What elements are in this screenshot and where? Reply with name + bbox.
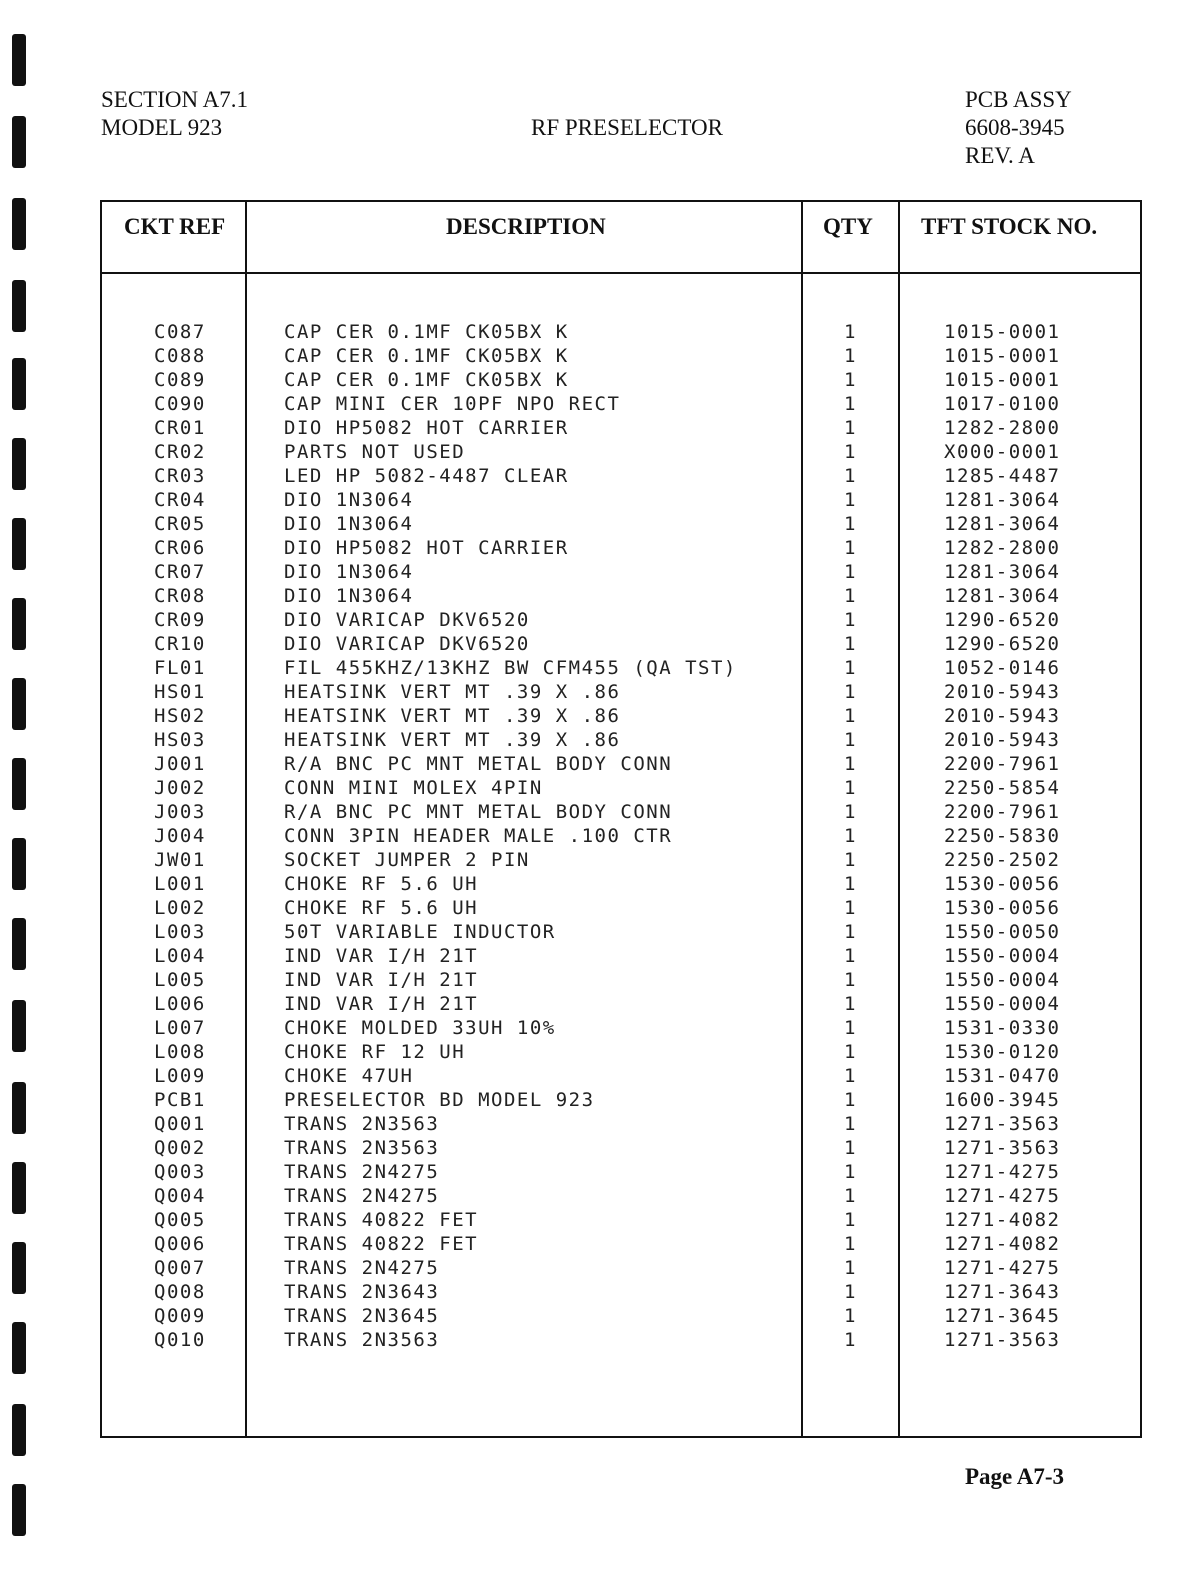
description-cell: IND VAR I/H 21T	[284, 945, 479, 967]
qty-cell: 1	[844, 417, 856, 439]
binder-hole	[12, 1242, 26, 1294]
description-cell: CHOKE RF 5.6 UH	[284, 873, 479, 895]
qty-cell: 1	[844, 945, 856, 967]
qty-cell: 1	[844, 897, 856, 919]
header-divider	[102, 272, 1140, 274]
description-cell: CHOKE RF 5.6 UH	[284, 897, 479, 919]
ckt-ref-cell: Q009	[154, 1305, 206, 1327]
table-row	[102, 824, 1140, 848]
qty-cell: 1	[844, 657, 856, 679]
table-row	[102, 728, 1140, 752]
description-cell: PARTS NOT USED	[284, 441, 466, 463]
qty-cell: 1	[844, 681, 856, 703]
stock-number-cell: 1531-0330	[944, 1017, 1061, 1039]
table-row	[102, 704, 1140, 728]
qty-cell: 1	[844, 1041, 856, 1063]
parts-table	[100, 200, 1142, 1438]
description-cell: DIO VARICAP DKV6520	[284, 633, 530, 655]
qty-cell: 1	[844, 369, 856, 391]
table-row	[102, 344, 1140, 368]
stock-number-cell: 1271-3563	[944, 1329, 1061, 1351]
header-right	[965, 86, 1072, 170]
stock-number-cell: 1052-0146	[944, 657, 1061, 679]
description-cell: HEATSINK VERT MT .39 X .86	[284, 729, 621, 751]
stock-number-cell: 1530-0056	[944, 897, 1061, 919]
assy-number: 6608-3945	[965, 115, 1065, 140]
qty-cell: 1	[844, 609, 856, 631]
ckt-ref-cell: L001	[154, 873, 206, 895]
ckt-ref-cell: J002	[154, 777, 206, 799]
binder-hole	[12, 758, 26, 810]
ckt-ref-cell: CR07	[154, 561, 206, 583]
qty-cell: 1	[844, 561, 856, 583]
table-row	[102, 872, 1140, 896]
table-row	[102, 1112, 1140, 1136]
description-cell: HEATSINK VERT MT .39 X .86	[284, 681, 621, 703]
ckt-ref-cell: Q003	[154, 1161, 206, 1183]
description-cell: R/A BNC PC MNT METAL BODY CONN	[284, 801, 673, 823]
ckt-ref-cell: FL01	[154, 657, 206, 679]
table-row	[102, 1328, 1140, 1352]
ckt-ref-cell: L004	[154, 945, 206, 967]
ckt-ref-cell: C090	[154, 393, 206, 415]
table-row	[102, 1160, 1140, 1184]
table-body	[102, 320, 1140, 1352]
stock-number-cell: 2250-5830	[944, 825, 1061, 847]
table-row	[102, 656, 1140, 680]
table-row	[102, 584, 1140, 608]
table-row	[102, 632, 1140, 656]
binder-hole	[12, 1000, 26, 1052]
stock-number-cell: 2200-7961	[944, 753, 1061, 775]
ckt-ref-cell: CR01	[154, 417, 206, 439]
table-row	[102, 464, 1140, 488]
binder-hole	[12, 438, 26, 490]
description-cell: TRANS 2N3563	[284, 1329, 440, 1351]
stock-number-cell: 1281-3064	[944, 513, 1061, 535]
table-row	[102, 320, 1140, 344]
description-cell: DIO 1N3064	[284, 561, 414, 583]
stock-number-cell: 1290-6520	[944, 633, 1061, 655]
stock-number-cell: 1271-4275	[944, 1257, 1061, 1279]
description-cell: TRANS 2N4275	[284, 1161, 440, 1183]
description-cell: CHOKE 47UH	[284, 1065, 414, 1087]
qty-cell: 1	[844, 1209, 856, 1231]
stock-number-cell: 1271-3563	[944, 1137, 1061, 1159]
ckt-ref-cell: C087	[154, 321, 206, 343]
stock-number-cell: 1282-2800	[944, 537, 1061, 559]
model-label: MODEL 923	[101, 115, 223, 140]
stock-number-cell: 1271-3563	[944, 1113, 1061, 1135]
qty-cell: 1	[844, 1257, 856, 1279]
table-row	[102, 920, 1140, 944]
qty-cell: 1	[844, 801, 856, 823]
table-row	[102, 848, 1140, 872]
stock-number-cell: 2200-7961	[944, 801, 1061, 823]
stock-number-cell: 2250-2502	[944, 849, 1061, 871]
binder-hole	[12, 1162, 26, 1214]
qty-cell: 1	[844, 993, 856, 1015]
stock-number-cell: 1281-3064	[944, 561, 1061, 583]
stock-number-cell: 1271-3645	[944, 1305, 1061, 1327]
ckt-ref-cell: J003	[154, 801, 206, 823]
description-cell: DIO HP5082 HOT CARRIER	[284, 537, 569, 559]
column-header-stock-no: TFT STOCK NO.	[921, 214, 1098, 239]
description-cell: TRANS 2N3645	[284, 1305, 440, 1327]
stock-number-cell: 1550-0050	[944, 921, 1061, 943]
description-cell: TRANS 2N3643	[284, 1281, 440, 1303]
table-row	[102, 1184, 1140, 1208]
description-cell: CAP CER 0.1MF CK05BX K	[284, 345, 569, 367]
description-cell: CHOKE MOLDED 33UH 10%	[284, 1017, 556, 1039]
ckt-ref-cell: L008	[154, 1041, 206, 1063]
table-row	[102, 1256, 1140, 1280]
stock-number-cell: 1015-0001	[944, 321, 1061, 343]
stock-number-cell: 1550-0004	[944, 969, 1061, 991]
table-row	[102, 560, 1140, 584]
stock-number-cell: 1015-0001	[944, 369, 1061, 391]
stock-number-cell: 2250-5854	[944, 777, 1061, 799]
qty-cell: 1	[844, 633, 856, 655]
description-cell: CONN MINI MOLEX 4PIN	[284, 777, 543, 799]
ckt-ref-cell: L005	[154, 969, 206, 991]
table-row	[102, 968, 1140, 992]
assy-label: PCB ASSY	[965, 87, 1072, 112]
qty-cell: 1	[844, 537, 856, 559]
ckt-ref-cell: CR08	[154, 585, 206, 607]
qty-cell: 1	[844, 753, 856, 775]
qty-cell: 1	[844, 1281, 856, 1303]
ckt-ref-cell: HS02	[154, 705, 206, 727]
description-cell: CAP MINI CER 10PF NPO RECT	[284, 393, 621, 415]
description-cell: SOCKET JUMPER 2 PIN	[284, 849, 530, 871]
qty-cell: 1	[844, 1017, 856, 1039]
document-title: RF PRESELECTOR	[531, 115, 723, 140]
table-row	[102, 1088, 1140, 1112]
table-row	[102, 440, 1140, 464]
table-row	[102, 776, 1140, 800]
description-cell: CAP CER 0.1MF CK05BX K	[284, 369, 569, 391]
ckt-ref-cell: Q007	[154, 1257, 206, 1279]
description-cell: HEATSINK VERT MT .39 X .86	[284, 705, 621, 727]
description-cell: IND VAR I/H 21T	[284, 993, 479, 1015]
table-row	[102, 896, 1140, 920]
ckt-ref-cell: Q008	[154, 1281, 206, 1303]
table-row	[102, 1232, 1140, 1256]
qty-cell: 1	[844, 585, 856, 607]
description-cell: DIO 1N3064	[284, 585, 414, 607]
binder-holes	[12, 0, 38, 1576]
column-header-ckt-ref: CKT REF	[124, 214, 226, 239]
table-row	[102, 512, 1140, 536]
description-cell: TRANS 40822 FET	[284, 1233, 479, 1255]
binder-hole	[12, 198, 26, 250]
binder-hole	[12, 280, 26, 332]
ckt-ref-cell: L007	[154, 1017, 206, 1039]
description-cell: TRANS 2N4275	[284, 1257, 440, 1279]
qty-cell: 1	[844, 873, 856, 895]
table-row	[102, 368, 1140, 392]
stock-number-cell: 1550-0004	[944, 945, 1061, 967]
ckt-ref-cell: CR02	[154, 441, 206, 463]
ckt-ref-cell: CR10	[154, 633, 206, 655]
ckt-ref-cell: CR09	[154, 609, 206, 631]
binder-hole	[12, 838, 26, 890]
stock-number-cell: 1550-0004	[944, 993, 1061, 1015]
stock-number-cell: 2010-5943	[944, 681, 1061, 703]
description-cell: 50T VARIABLE INDUCTOR	[284, 921, 556, 943]
ckt-ref-cell: Q002	[154, 1137, 206, 1159]
stock-number-cell: X000-0001	[944, 441, 1061, 463]
description-cell: DIO 1N3064	[284, 489, 414, 511]
ckt-ref-cell: C088	[154, 345, 206, 367]
ckt-ref-cell: J004	[154, 825, 206, 847]
stock-number-cell: 1282-2800	[944, 417, 1061, 439]
description-cell: TRANS 2N3563	[284, 1137, 440, 1159]
qty-cell: 1	[844, 513, 856, 535]
table-row	[102, 392, 1140, 416]
table-row	[102, 1064, 1140, 1088]
qty-cell: 1	[844, 849, 856, 871]
ckt-ref-cell: J001	[154, 753, 206, 775]
stock-number-cell: 1271-4082	[944, 1209, 1061, 1231]
table-row	[102, 1040, 1140, 1064]
qty-cell: 1	[844, 321, 856, 343]
qty-cell: 1	[844, 1305, 856, 1327]
description-cell: R/A BNC PC MNT METAL BODY CONN	[284, 753, 673, 775]
qty-cell: 1	[844, 345, 856, 367]
qty-cell: 1	[844, 969, 856, 991]
description-cell: CHOKE RF 12 UH	[284, 1041, 466, 1063]
binder-hole	[12, 358, 26, 410]
ckt-ref-cell: CR05	[154, 513, 206, 535]
description-cell: CONN 3PIN HEADER MALE .100 CTR	[284, 825, 673, 847]
ckt-ref-cell: CR04	[154, 489, 206, 511]
ckt-ref-cell: L002	[154, 897, 206, 919]
ckt-ref-cell: Q006	[154, 1233, 206, 1255]
header-left	[101, 86, 248, 142]
binder-hole	[12, 918, 26, 970]
binder-hole	[12, 116, 26, 168]
ckt-ref-cell: JW01	[154, 849, 206, 871]
stock-number-cell: 1530-0056	[944, 873, 1061, 895]
qty-cell: 1	[844, 705, 856, 727]
description-cell: DIO HP5082 HOT CARRIER	[284, 417, 569, 439]
table-row	[102, 608, 1140, 632]
stock-number-cell: 1290-6520	[944, 609, 1061, 631]
table-row	[102, 680, 1140, 704]
ckt-ref-cell: L003	[154, 921, 206, 943]
description-cell: CAP CER 0.1MF CK05BX K	[284, 321, 569, 343]
qty-cell: 1	[844, 921, 856, 943]
qty-cell: 1	[844, 465, 856, 487]
stock-number-cell: 1271-4082	[944, 1233, 1061, 1255]
table-row	[102, 1280, 1140, 1304]
stock-number-cell: 1271-4275	[944, 1185, 1061, 1207]
table-row	[102, 536, 1140, 560]
description-cell: LED HP 5082-4487 CLEAR	[284, 465, 569, 487]
ckt-ref-cell: L006	[154, 993, 206, 1015]
binder-hole	[12, 1484, 26, 1536]
qty-cell: 1	[844, 1185, 856, 1207]
table-row	[102, 1208, 1140, 1232]
ckt-ref-cell: HS03	[154, 729, 206, 751]
binder-hole	[12, 518, 26, 570]
ckt-ref-cell: Q004	[154, 1185, 206, 1207]
binder-hole	[12, 678, 26, 730]
binder-hole	[12, 1404, 26, 1456]
qty-cell: 1	[844, 825, 856, 847]
qty-cell: 1	[844, 1137, 856, 1159]
table-row	[102, 1016, 1140, 1040]
description-cell: DIO 1N3064	[284, 513, 414, 535]
qty-cell: 1	[844, 1065, 856, 1087]
ckt-ref-cell: Q005	[154, 1209, 206, 1231]
qty-cell: 1	[844, 777, 856, 799]
table-row	[102, 800, 1140, 824]
ckt-ref-cell: CR03	[154, 465, 206, 487]
stock-number-cell: 1285-4487	[944, 465, 1061, 487]
qty-cell: 1	[844, 1089, 856, 1111]
stock-number-cell: 1531-0470	[944, 1065, 1061, 1087]
binder-hole	[12, 34, 26, 86]
description-cell: IND VAR I/H 21T	[284, 969, 479, 991]
ckt-ref-cell: CR06	[154, 537, 206, 559]
table-row	[102, 1136, 1140, 1160]
ckt-ref-cell: Q001	[154, 1113, 206, 1135]
stock-number-cell: 1015-0001	[944, 345, 1061, 367]
ckt-ref-cell: Q010	[154, 1329, 206, 1351]
table-row	[102, 416, 1140, 440]
table-row	[102, 752, 1140, 776]
stock-number-cell: 2010-5943	[944, 729, 1061, 751]
description-cell: TRANS 2N3563	[284, 1113, 440, 1135]
column-header-qty: QTY	[823, 214, 873, 239]
stock-number-cell: 1530-0120	[944, 1041, 1061, 1063]
table-row	[102, 1304, 1140, 1328]
description-cell: TRANS 2N4275	[284, 1185, 440, 1207]
qty-cell: 1	[844, 1329, 856, 1351]
description-cell: TRANS 40822 FET	[284, 1209, 479, 1231]
description-cell: FIL 455KHZ/13KHZ BW CFM455 (QA TST)	[284, 657, 737, 679]
qty-cell: 1	[844, 1161, 856, 1183]
ckt-ref-cell: HS01	[154, 681, 206, 703]
table-row	[102, 944, 1140, 968]
stock-number-cell: 2010-5943	[944, 705, 1061, 727]
binder-hole	[12, 1082, 26, 1134]
qty-cell: 1	[844, 729, 856, 751]
stock-number-cell: 1281-3064	[944, 489, 1061, 511]
revision-label: REV. A	[965, 143, 1035, 168]
stock-number-cell: 1600-3945	[944, 1089, 1061, 1111]
section-label: SECTION A7.1	[101, 87, 248, 112]
ckt-ref-cell: C089	[154, 369, 206, 391]
page-number: Page A7-3	[965, 1464, 1065, 1489]
stock-number-cell: 1271-3643	[944, 1281, 1061, 1303]
table-row	[102, 488, 1140, 512]
qty-cell: 1	[844, 489, 856, 511]
ckt-ref-cell: PCB1	[154, 1089, 206, 1111]
table-row	[102, 992, 1140, 1016]
stock-number-cell: 1017-0100	[944, 393, 1061, 415]
qty-cell: 1	[844, 441, 856, 463]
binder-hole	[12, 598, 26, 650]
column-header-description: DESCRIPTION	[446, 214, 606, 239]
ckt-ref-cell: L009	[154, 1065, 206, 1087]
stock-number-cell: 1281-3064	[944, 585, 1061, 607]
stock-number-cell: 1271-4275	[944, 1161, 1061, 1183]
qty-cell: 1	[844, 1233, 856, 1255]
qty-cell: 1	[844, 1113, 856, 1135]
qty-cell: 1	[844, 393, 856, 415]
description-cell: PRESELECTOR BD MODEL 923	[284, 1089, 595, 1111]
binder-hole	[12, 1322, 26, 1374]
description-cell: DIO VARICAP DKV6520	[284, 609, 530, 631]
